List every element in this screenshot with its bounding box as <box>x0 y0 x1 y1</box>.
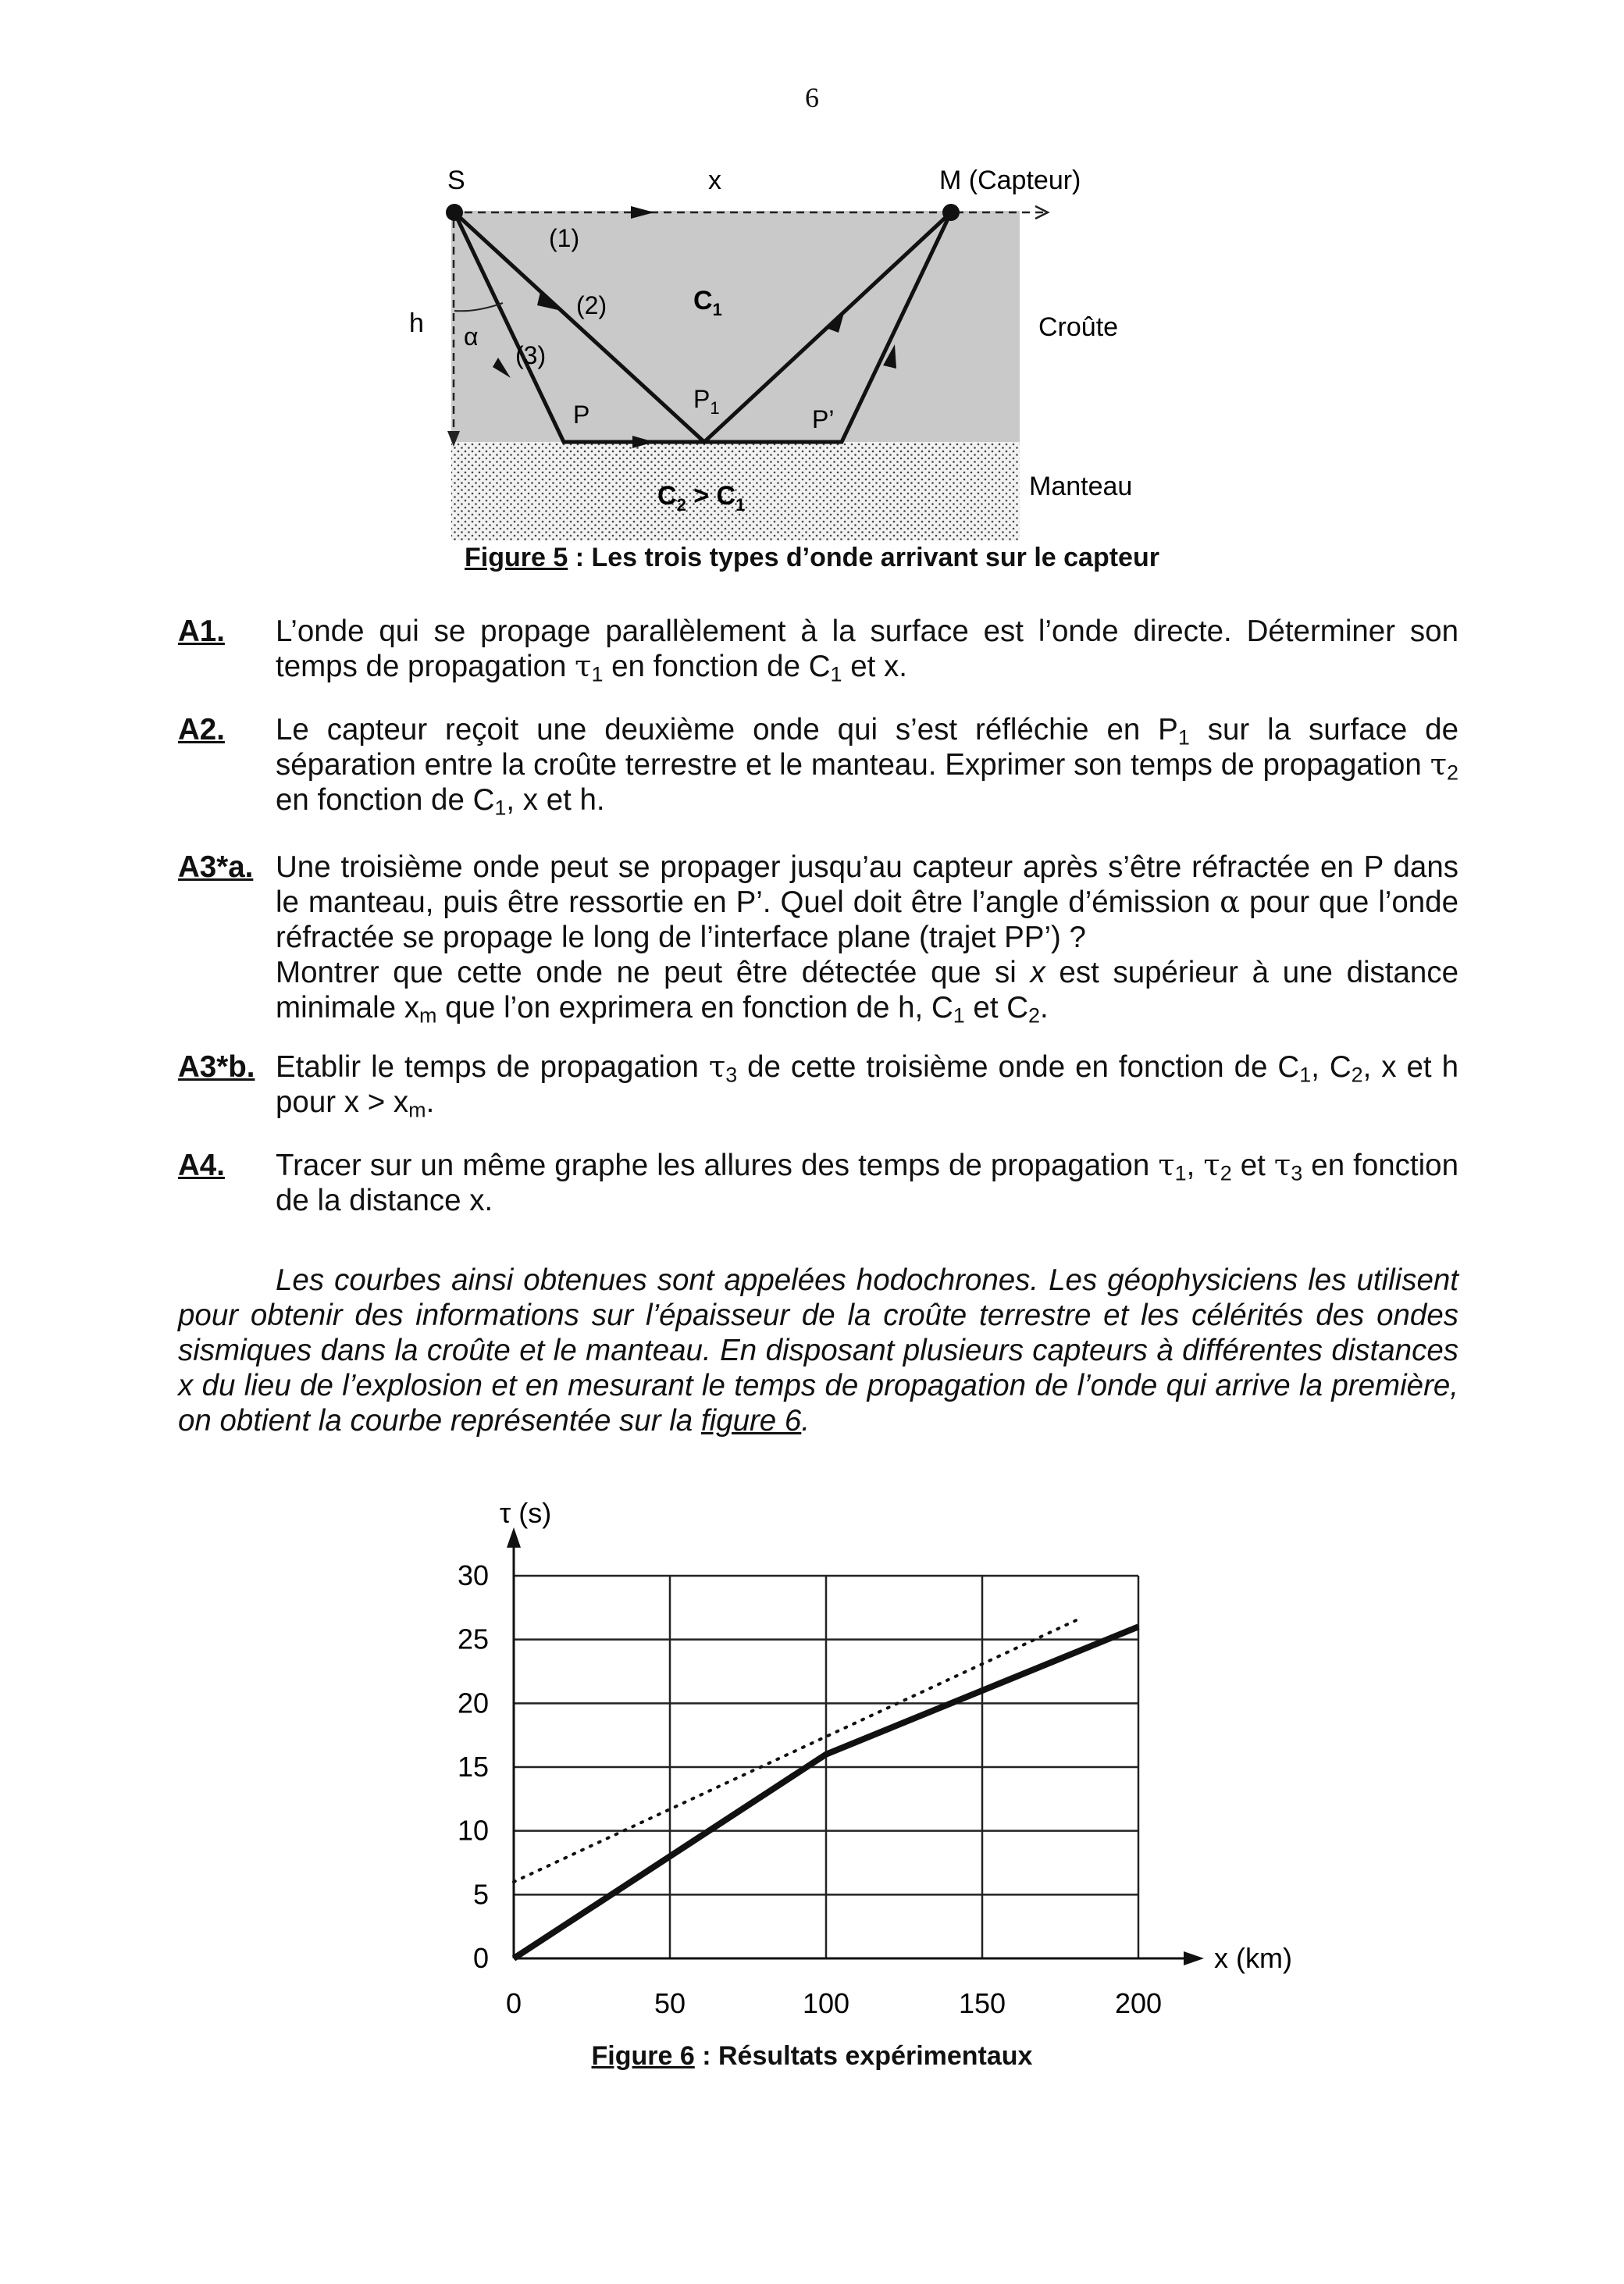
y-tick-label: 25 <box>457 1623 489 1655</box>
label-source: S <box>447 166 465 195</box>
question-a2-text: Le capteur reçoit une deuxième onde qui s’est réfléchie en $P_1$ sur la surface de séparation entre la croûte terrestre et le manteau. Exprimer son temps de propagation $\tau_2$ en fonction de $C_1$, x et h. <box>276 713 1459 820</box>
figure-6-caption <box>0 2041 1624 2072</box>
question-a3b-tag: A3*b. <box>178 1050 255 1084</box>
question-a2-tag: A2. <box>178 713 225 746</box>
figure-6-caption-label: Figure 6 <box>591 2041 695 2071</box>
label-point-pprime: P’ <box>812 405 835 433</box>
label-angle: α <box>464 322 479 351</box>
y-tick-label: 20 <box>457 1687 489 1719</box>
label-ray-3: (3) <box>515 341 547 369</box>
figure-6-caption-text: : Résultats expérimentaux <box>694 2041 1033 2071</box>
figure-6-reference: figure 6 <box>700 1404 802 1438</box>
figure-5-caption-text: : Les trois types d’onde arrivant sur le capteur <box>568 543 1159 572</box>
question-a3a-tag: A3*a. <box>178 850 254 884</box>
y-tick-label: 30 <box>457 1559 489 1591</box>
y-axis-label: τ (s) <box>500 1497 552 1529</box>
x-axis-arrow <box>1184 1951 1204 1965</box>
label-ray-1: (1) <box>549 224 580 252</box>
x-tick-label: 0 <box>505 1987 522 2019</box>
x-tick-label: 50 <box>654 1987 686 2019</box>
hodochrone-intro: Les courbes ainsi obtenues sont appelées hodochrones. Les géophysiciens les utilisent pour obtenir des informations sur l’épaisseur de la croûte terrestre et les célérités des ondes sismiques dans la croûte et le manteau. En disposant plusieurs capteurs à différentes distances x du lieu de l’explosion et en mesurant le temps de propagation de l’onde qui arrive la première, on obtient la courbe représentée sur la figure 6. <box>178 1263 1458 1438</box>
figure-5-caption <box>0 543 1624 573</box>
label-point-p1: $P_1$ <box>693 385 720 418</box>
x-tick-label: 200 <box>1114 1987 1163 2019</box>
page-number: 6 <box>805 82 819 113</box>
label-speed-crust: $C_1$ <box>693 286 722 319</box>
y-axis-arrow <box>507 1527 521 1548</box>
y-tick-label: 15 <box>457 1751 489 1783</box>
question-a3a <box>178 850 1458 1028</box>
label-mantle: Manteau <box>1029 472 1133 501</box>
y-tick-label: 5 <box>472 1878 489 1911</box>
series-line-extension <box>514 1620 1076 1882</box>
label-distance: x <box>708 166 721 195</box>
x-axis-label: x (km) <box>1214 1942 1292 1974</box>
question-a1-text: L’onde qui se propage parallèlement à la surface est l’onde directe. Déterminer son temps de propagation $\tau_1$ en fonction de $C_1$ et x. <box>276 615 1458 686</box>
label-point-p: P <box>573 401 590 429</box>
question-a3b <box>178 1049 1458 1120</box>
figure-5-caption-label: Figure 5 <box>465 543 568 572</box>
question-a3b-text: Etablir le temps de propagation $\tau_3$ de cette troisième onde en fonction de $C_1$, $C_2$, x et h pour $x > x_m$. <box>276 1049 1458 1122</box>
question-a2 <box>178 712 1458 818</box>
label-depth: h <box>409 308 424 338</box>
question-a1 <box>178 614 1458 684</box>
label-speed-relation: $C_2 > C_1$ <box>657 481 746 515</box>
x-tick-label: 150 <box>958 1987 1006 2019</box>
figure-6-chart <box>0 1468 1624 2030</box>
question-a4-tag: A4. <box>178 1149 225 1182</box>
label-crust: Croûte <box>1038 312 1119 342</box>
y-tick-label: 10 <box>457 1814 489 1847</box>
question-a1-tag: A1. <box>178 615 225 648</box>
question-a4 <box>178 1148 1458 1218</box>
label-sensor: M (Capteur) <box>939 166 1081 195</box>
figure-5-diagram <box>0 0 1624 547</box>
x-tick-label: 100 <box>802 1987 850 2019</box>
question-a4-text: Tracer sur un même graphe les allures des temps de propagation $\tau_1$, $\tau_2$ et $\tau_3$ en fonction de la distance x. <box>276 1148 1459 1217</box>
question-a3a-text: Une troisième onde peut se propager jusqu’au capteur après s’être réfractée en P dans le manteau, puis être ressortie en P’. Quel doit être l’angle d’émission α pour que l’onde réfractée se propage le long de l’interface plane (trajet PP’) ? Montrer que cette onde ne peut être détectée que si x est supérieur à une distance minimale $x_m$ que l’on exprimera en fonction de h, $C_1$ et $C_2$. <box>276 850 1458 1028</box>
label-ray-2: (2) <box>576 291 607 319</box>
y-tick-label: 0 <box>472 1942 489 1974</box>
